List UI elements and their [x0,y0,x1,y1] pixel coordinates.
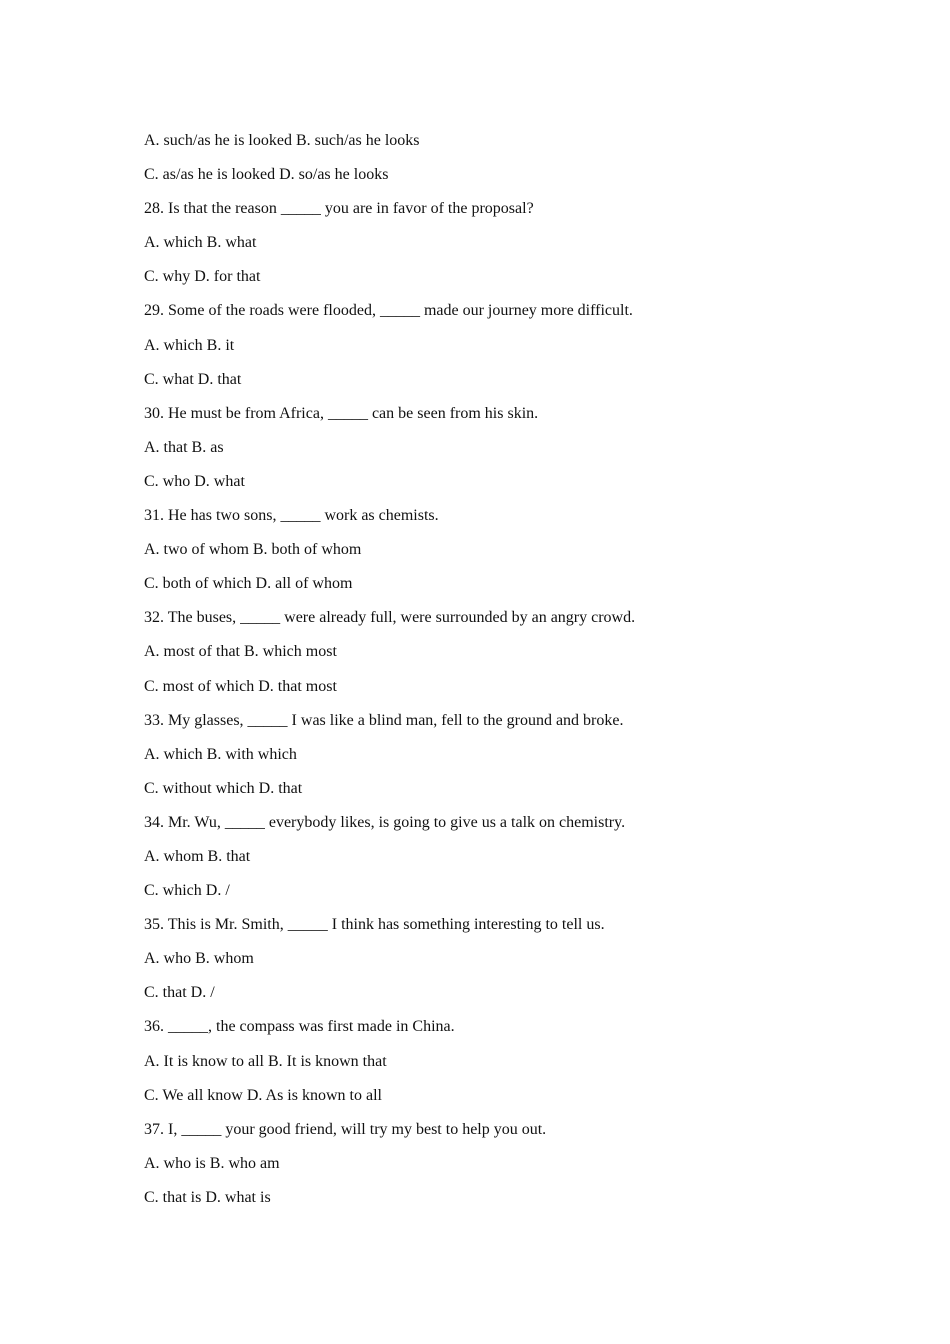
options-line: A. that B. as [144,438,224,456]
question-28: 28. Is that the reason _____ you are in favor of the proposal? [144,200,534,218]
options-line: C. that D. / [144,984,215,1002]
options-line: A. whom B. that [144,847,251,865]
options-line: A. which B. with which [144,745,297,763]
options-line: A. who B. whom [144,950,254,968]
options-line: C. who D. what [144,472,245,490]
options-line: C. as/as he is looked D. so/as he looks [144,166,389,184]
question-36: 36. _____, the compass was first made in China. [144,1018,455,1036]
options-line: C. We all know D. As is known to all [144,1086,382,1104]
options-line: A. It is know to all B. It is known that [144,1052,387,1070]
question-31: 31. He has two sons, _____ work as chemists. [144,507,439,525]
question-34: 34. Mr. Wu, _____ everybody likes, is going to give us a talk on chemistry. [144,813,626,831]
question-30: 30. He must be from Africa, _____ can be seen from his skin. [144,404,539,422]
options-line: C. both of which D. all of whom [144,575,353,593]
question-33: 33. My glasses, _____ I was like a blind man, fell to the ground and broke. [144,711,624,729]
question-32: 32. The buses, _____ were already full, were surrounded by an angry crowd. [144,609,636,627]
question-35: 35. This is Mr. Smith, _____ I think has something interesting to tell us. [144,916,605,934]
options-line: C. that is D. what is [144,1188,271,1206]
options-line: A. which B. it [144,336,235,354]
options-line: A. such/as he is looked B. such/as he looks [144,132,420,149]
options-line: C. most of which D. that most [144,677,337,695]
question-list [144,124,824,1215]
options-line: A. most of that B. which most [144,643,337,661]
options-line: C. why D. for that [144,268,261,286]
options-line: A. who is B. who am [144,1154,280,1172]
options-line: A. which B. what [144,234,257,252]
options-line: C. which D. / [144,882,230,900]
options-line: A. two of whom B. both of whom [144,541,362,559]
question-29: 29. Some of the roads were flooded, _____ made our journey more difficult. [144,302,633,320]
options-line: C. without which D. that [144,779,303,797]
options-line: C. what D. that [144,370,242,388]
question-37: 37. I, _____ your good friend, will try my best to help you out. [144,1120,547,1138]
